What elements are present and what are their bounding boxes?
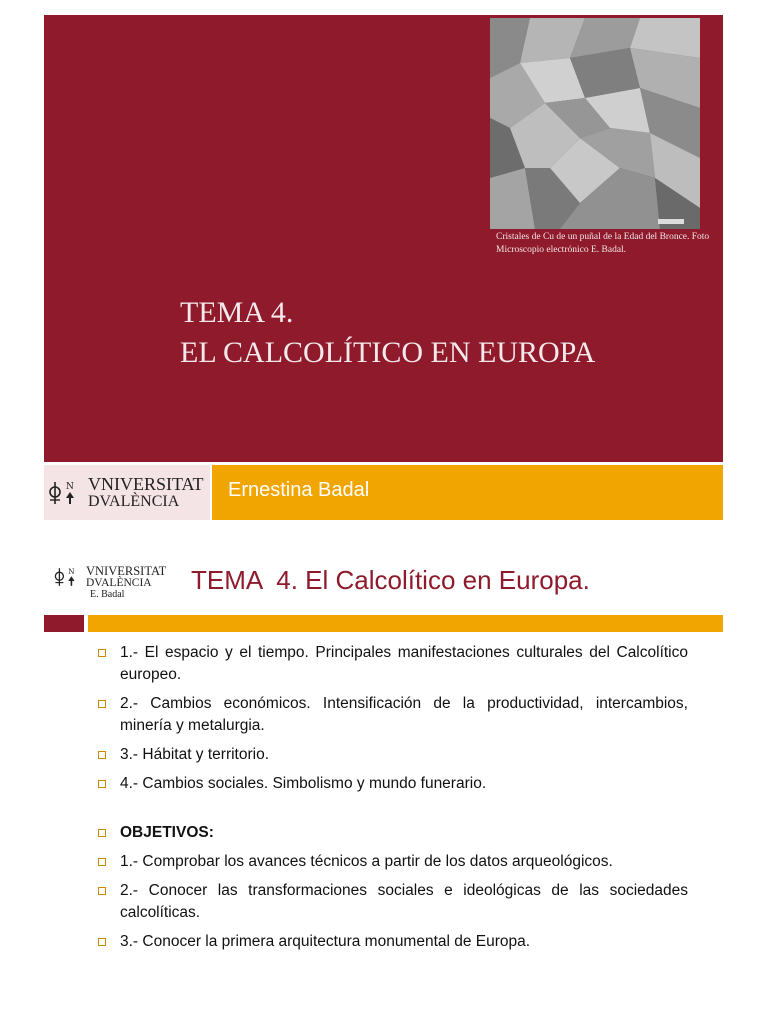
list-item: 4.- Cambios sociales. Simbolismo y mundo funerario. <box>96 773 688 795</box>
square-bullet-icon <box>98 938 106 946</box>
square-bullet-icon <box>98 829 106 837</box>
logo-subtitle: E. Badal <box>90 589 125 600</box>
author-banner <box>212 465 723 520</box>
title-rule-accent <box>44 615 84 632</box>
university-emblem-icon <box>46 478 78 508</box>
square-bullet-icon <box>98 780 106 788</box>
list-item: 3.- Hábitat y territorio. <box>96 744 688 766</box>
copper-crystals-image <box>490 18 700 229</box>
title-rule <box>88 615 723 632</box>
logo-word-2: DVALÈNCIA <box>86 576 152 589</box>
author-bar <box>44 465 723 520</box>
square-bullet-icon <box>98 858 106 866</box>
content-list <box>96 642 688 960</box>
contents-slide <box>44 545 723 1015</box>
title-slide <box>44 15 723 520</box>
university-logo <box>46 475 204 510</box>
page-title <box>180 293 595 373</box>
square-bullet-icon <box>98 751 106 759</box>
title-line-2: EL CALCOLÍTICO EN EUROPA <box>180 336 596 369</box>
slide-title: TEMA 4. El Calcolítico en Europa. <box>191 565 590 595</box>
list-item: 1.- El espacio y el tiempo. Principales manifestaciones culturales del Calcolítico europeo. <box>96 642 688 686</box>
list-item: 2.- Cambios económicos. Intensificación de la productividad, intercambios, minería y metalurgia. <box>96 693 688 737</box>
objectives-heading: OBJETIVOS: <box>96 822 688 844</box>
svg-text:N: N <box>66 481 74 492</box>
square-bullet-icon <box>98 700 106 708</box>
title-panel <box>44 15 723 462</box>
title-line-1: TEMA 4. <box>180 296 294 329</box>
microscope-photo <box>490 18 700 229</box>
list-item: 2.- Conocer las transformaciones sociales e ideológicas de las sociedades calcolíticas. <box>96 880 688 924</box>
list-item: 3.- Conocer la primera arquitectura monumental de Europa. <box>96 931 688 953</box>
photo-caption: Cristales de Cu de un puñal de la Edad del Bronce. Foto Microscopio electrónico E. Badal. <box>496 232 710 255</box>
author-name: Ernestina Badal <box>228 479 370 501</box>
square-bullet-icon <box>98 887 106 895</box>
logo-word-1: VNIVERSITAT <box>88 474 204 494</box>
svg-text:N: N <box>68 566 75 576</box>
list-item: 1.- Comprobar los avances técnicos a partir de los datos arqueológicos. <box>96 851 688 873</box>
university-emblem-icon <box>52 565 78 589</box>
logo-word-2: DVALÈNCIA <box>88 493 180 510</box>
square-bullet-icon <box>98 649 106 657</box>
university-logo-box <box>44 465 210 520</box>
university-logo-small <box>52 565 166 589</box>
logo-word-1: VNIVERSITAT <box>86 564 167 578</box>
